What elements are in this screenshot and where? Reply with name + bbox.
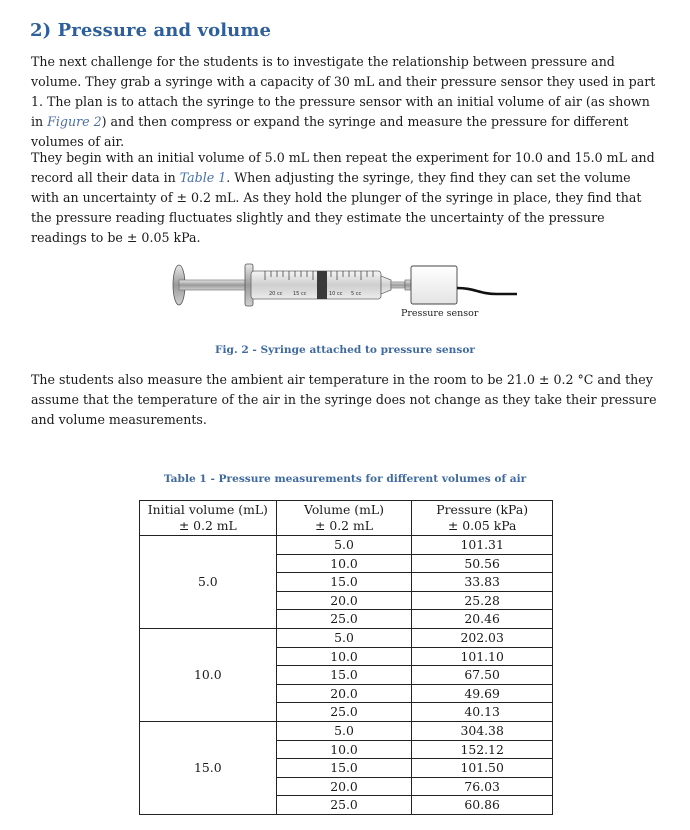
volume-cell: 15.0 [276,759,412,778]
pressure-cell: 49.69 [412,684,553,703]
figure-2-reference[interactable]: Figure 2 [47,114,102,129]
initial-volume-cell: 10.0 [140,628,277,721]
pressure-cell: 33.83 [412,573,553,592]
pressure-cell: 60.86 [412,796,553,815]
header-volume-label: Volume (mL) [304,502,384,517]
intro-text-2: ) and then compress or expand the syringe and measure the pressure for different volumes of air. [31,114,629,149]
pressure-cell: 202.03 [412,628,553,647]
pressure-cell: 101.10 [412,647,553,666]
scale-label-10cc: 10 cc [329,291,343,297]
header-initial-volume-label: Initial volume (mL) [147,502,268,517]
pressure-sensor-label: Pressure sensor [401,308,479,319]
pressure-cell: 20.46 [412,610,553,629]
section-heading: 2) Pressure and volume [30,20,272,41]
volume-cell: 20.0 [276,684,412,703]
volume-cell: 15.0 [276,573,412,592]
header-pressure [412,501,553,536]
plunger-handle [173,265,249,305]
pressure-cell: 67.50 [412,666,553,685]
intro-text-1: The next challenge for the students is to investigate the relationship between pressure and volume. They grab a syringe with a capacity of 30 mL and their pressure sensor they used in part 1. The plan is to attach the syringe to the pressure sensor with an initial volume of air (as shown in [31,54,656,129]
table-header-row [140,501,553,536]
table-row [140,628,553,647]
pressure-cell: 50.56 [412,554,553,573]
pressure-cell: 304.38 [412,721,553,740]
header-initial-volume-uncertainty: ± 0.2 mL [178,518,237,533]
table-caption: Table 1 - Pressure measurements for different volumes of air [163,473,527,485]
header-pressure-label: Pressure (kPa) [436,502,529,517]
pressure-cell: 76.03 [412,777,553,796]
pressure-volume-table [139,500,553,815]
pressure-sensor-box [405,266,517,304]
figure-caption: Fig. 2 - Syringe attached to pressure sensor [215,344,475,356]
syringe-barrel [245,264,405,306]
header-volume-uncertainty: ± 0.2 mL [315,518,373,533]
pressure-cell: 40.13 [412,703,553,722]
method-text-1: They begin with an initial volume of 5.0 mL then repeat the experiment for 10.0 and 15.0 mL and record all their data in [31,150,655,185]
pressure-cell: 152.12 [412,740,553,759]
intro-paragraph [31,52,661,152]
volume-cell: 15.0 [276,666,412,685]
scale-label-20cc: 20 cc [269,291,283,297]
table-1-reference[interactable]: Table 1 [179,170,227,185]
header-volume [276,501,412,536]
volume-cell: 5.0 [276,628,412,647]
scale-label-15cc: 15 cc [293,291,307,297]
volume-cell: 5.0 [276,536,412,555]
syringe-figure [165,258,525,328]
method-text-2: . When adjusting the syringe, they find they can set the volume with an uncertainty of ± 0.2 mL. As they hold the plunger of the syringe in place, they find that the pressure reading fluctuates slightly and they estimate the uncertainty of the pressure readings to be ± 0.05 kPa. [31,170,642,245]
volume-cell: 20.0 [276,777,412,796]
volume-cell: 25.0 [276,610,412,629]
initial-volume-cell: 5.0 [140,536,277,629]
volume-cell: 10.0 [276,740,412,759]
pressure-cell: 25.28 [412,591,553,610]
volume-cell: 10.0 [276,554,412,573]
table-row [140,536,553,555]
pressure-cell: 101.31 [412,536,553,555]
volume-cell: 5.0 [276,721,412,740]
header-initial-volume [140,501,277,536]
table-row [140,721,553,740]
volume-cell: 25.0 [276,703,412,722]
header-pressure-uncertainty: ± 0.05 kPa [447,518,517,533]
pressure-cell: 101.50 [412,759,553,778]
volume-cell: 20.0 [276,591,412,610]
scale-label-5cc: 5 cc [351,291,362,297]
volume-cell: 10.0 [276,647,412,666]
temperature-paragraph: The students also measure the ambient air temperature in the room to be 21.0 ± 0.2 °C and they assume that the temperature of the air in the syringe does not change as they take their pressure and volume measurements. [31,372,657,427]
method-paragraph [31,148,661,248]
volume-cell: 25.0 [276,796,412,815]
initial-volume-cell: 15.0 [140,721,277,814]
